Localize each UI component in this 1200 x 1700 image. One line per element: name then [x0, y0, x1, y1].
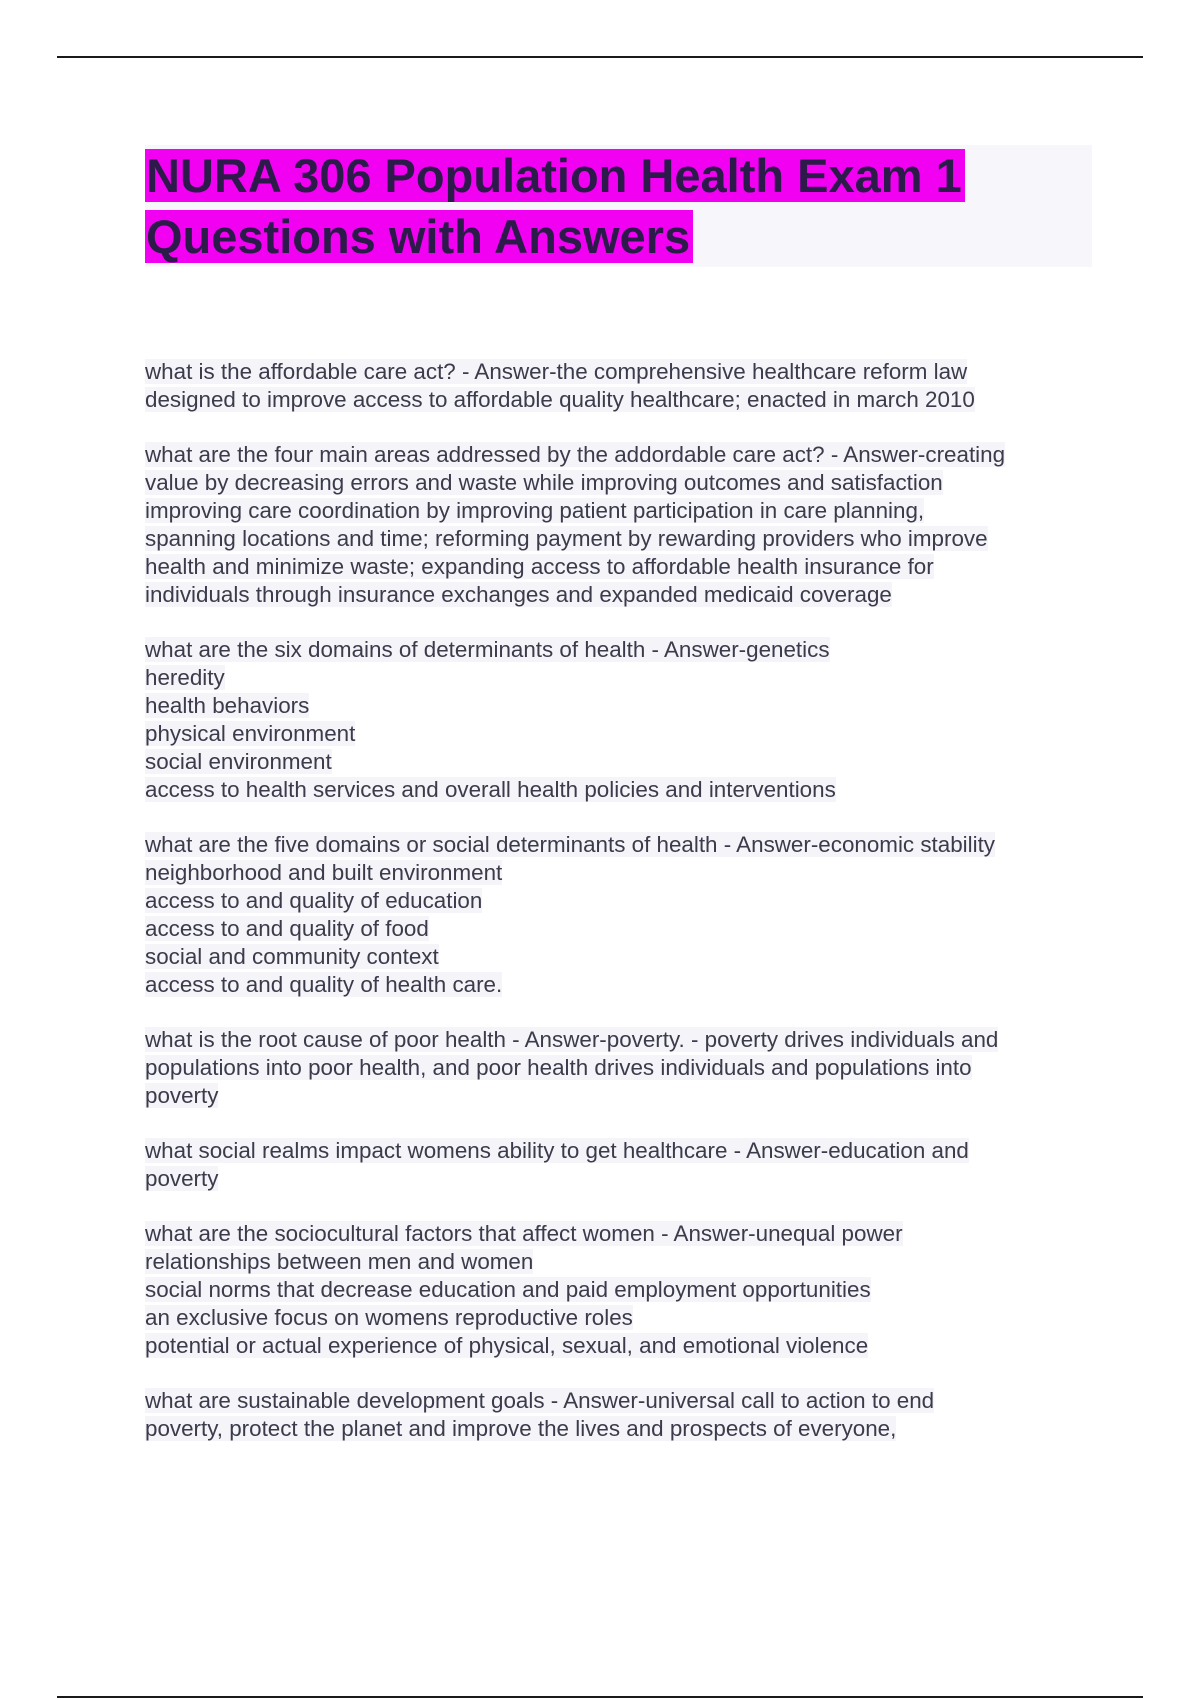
qa-text: what social realms impact womens ability to get healthcare - Answer-education and [145, 1138, 969, 1163]
bottom-rule [57, 1696, 1143, 1698]
qa-line [145, 1137, 1105, 1165]
qa-line [145, 525, 1105, 553]
qa-line [145, 943, 1105, 971]
qa-text: what are sustainable development goals - Answer-universal call to action to end [145, 1388, 935, 1413]
qa-line [145, 441, 1105, 469]
qa-line [145, 553, 1105, 581]
qa-line [145, 748, 1105, 776]
qa-text: what are the sociocultural factors that affect women - Answer-unequal power [145, 1221, 903, 1246]
qa-item [145, 636, 1105, 804]
qa-line [145, 1332, 1105, 1360]
title-highlight: NURA 306 Population Health Exam 1 [145, 149, 965, 202]
qa-text: what are the four main areas addressed by the addordable care act? - Answer-creating [145, 442, 1006, 467]
qa-text: what are the six domains of determinants of health - Answer-genetics [145, 637, 830, 662]
qa-text: poverty [145, 1166, 219, 1191]
qa-text: access to health services and overall health policies and interventions [145, 777, 836, 802]
qa-line [145, 358, 1105, 386]
qa-line [145, 859, 1105, 887]
qa-text: neighborhood and built environment [145, 860, 503, 885]
qa-text: designed to improve access to affordable quality healthcare; enacted in march 2010 [145, 387, 975, 412]
qa-line [145, 1220, 1105, 1248]
qa-line [145, 1304, 1105, 1332]
qa-text: populations into poor health, and poor health drives individuals and populations into [145, 1055, 972, 1080]
qa-line [145, 581, 1105, 609]
qa-line [145, 1387, 1105, 1415]
qa-text: poverty [145, 1083, 219, 1108]
qa-text: relationships between men and women [145, 1249, 534, 1274]
qa-text: social norms that decrease education and paid employment opportunities [145, 1277, 871, 1302]
qa-text: heredity [145, 665, 225, 690]
qa-text: social environment [145, 749, 332, 774]
qa-item [145, 1137, 1105, 1193]
qa-text: social and community context [145, 944, 439, 969]
top-rule [57, 56, 1143, 58]
qa-line [145, 1082, 1105, 1110]
qa-text: physical environment [145, 721, 356, 746]
qa-line [145, 1415, 1105, 1443]
title-highlight: Questions with Answers [145, 210, 693, 263]
qa-line [145, 887, 1105, 915]
qa-text: poverty, protect the planet and improve the lives and prospects of everyone, [145, 1416, 897, 1441]
qa-line [145, 1165, 1105, 1193]
qa-text: value by decreasing errors and waste while improving outcomes and satisfaction [145, 470, 943, 495]
qa-line [145, 1026, 1105, 1054]
qa-line [145, 636, 1105, 664]
qa-text: an exclusive focus on womens reproductive roles [145, 1305, 633, 1330]
qa-item [145, 358, 1105, 414]
document-title [145, 145, 1092, 267]
qa-list [145, 358, 1105, 1470]
qa-line [145, 720, 1105, 748]
qa-line [145, 1276, 1105, 1304]
qa-line [145, 497, 1105, 525]
qa-text: what are the five domains or social determinants of health - Answer-economic stability [145, 832, 996, 857]
qa-text: what is the affordable care act? - Answer-the comprehensive healthcare reform law [145, 359, 968, 384]
qa-line [145, 386, 1105, 414]
qa-text: potential or actual experience of physical, sexual, and emotional violence [145, 1333, 869, 1358]
qa-line [145, 692, 1105, 720]
qa-item [145, 831, 1105, 999]
qa-line [145, 971, 1105, 999]
qa-item [145, 441, 1105, 609]
qa-item [145, 1220, 1105, 1360]
qa-line [145, 831, 1105, 859]
qa-line [145, 664, 1105, 692]
qa-line [145, 915, 1105, 943]
qa-item [145, 1026, 1105, 1110]
qa-text: health behaviors [145, 693, 310, 718]
title-line [145, 206, 1092, 267]
title-line [145, 145, 1092, 206]
qa-text: access to and quality of education [145, 888, 483, 913]
qa-item [145, 1387, 1105, 1443]
qa-line [145, 1054, 1105, 1082]
qa-text: spanning locations and time; reforming payment by rewarding providers who improve [145, 526, 988, 551]
qa-line [145, 469, 1105, 497]
qa-line [145, 776, 1105, 804]
qa-text: individuals through insurance exchanges and expanded medicaid coverage [145, 582, 892, 607]
qa-text: access to and quality of food [145, 916, 429, 941]
qa-text: health and minimize waste; expanding access to affordable health insurance for [145, 554, 934, 579]
qa-text: access to and quality of health care. [145, 972, 503, 997]
qa-line [145, 1248, 1105, 1276]
qa-text: improving care coordination by improving patient participation in care planning, [145, 498, 925, 523]
qa-text: what is the root cause of poor health - Answer-poverty. - poverty drives individuals and [145, 1027, 999, 1052]
